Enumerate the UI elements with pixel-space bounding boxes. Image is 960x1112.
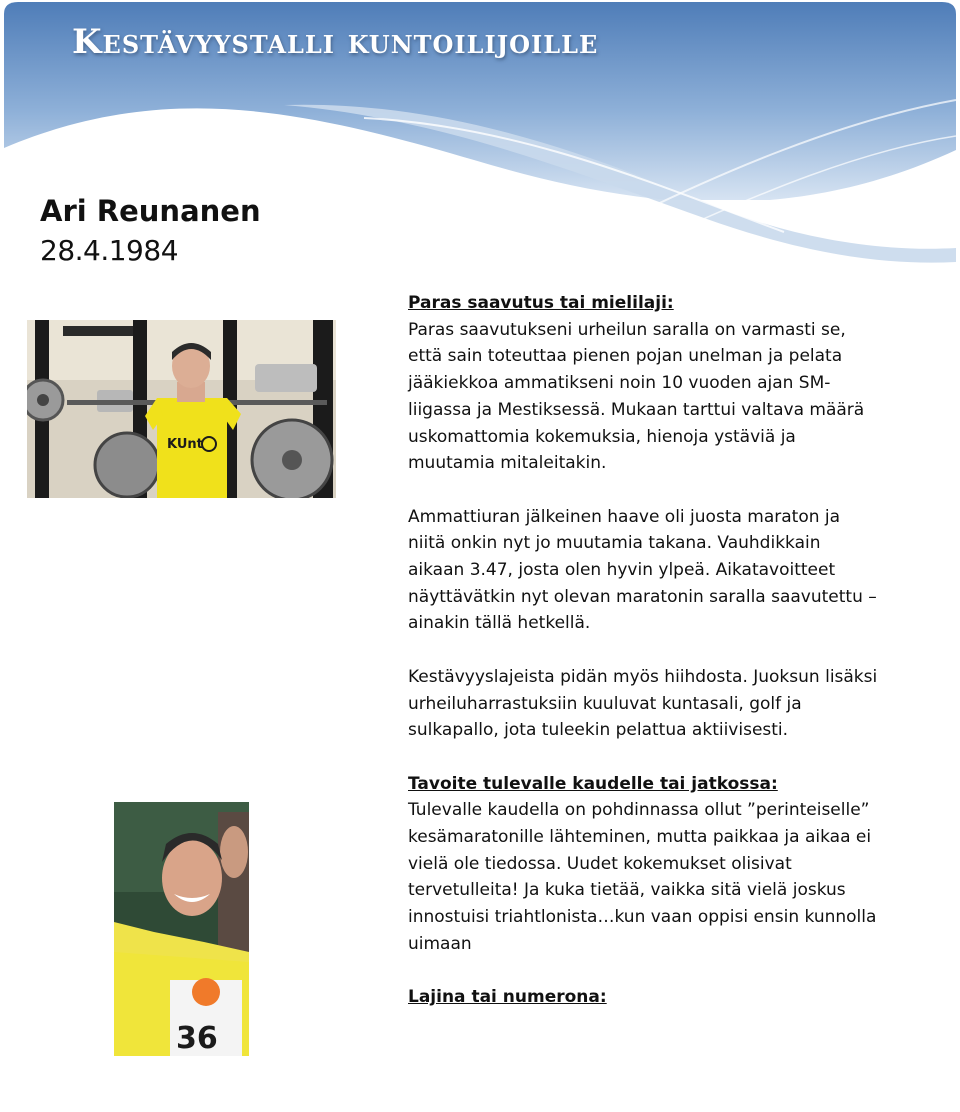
best-achievement-paragraph-1: Paras saavutukseni urheilun saralla on varmasti se, että sain toteuttaa pienen pojan unelman ja pelata jääkiekkoa ammatikseni noin 10 vuoden ajan SM-liigassa ja Mestiksessä. Mukaan tarttui valtava määrä uskomattomia kokemuksia, hienoja ystäviä ja muutamia mitaleitakin. [408,319,865,474]
gym-photo [27,320,336,498]
selfie-photo [114,802,249,1056]
as-numbers-heading: Lajina tai numerona: [408,987,607,1008]
best-achievement-heading: Paras saavutus tai mielilaji: [408,293,674,313]
birth-date: 28.4.1984 [40,234,179,267]
goal-paragraph: Tulevalle kaudella on pohdinnassa ollut ”perinteiselle” kesämaratonille lähteminen, mutta paikkaa ja aikaa ei vielä ole tiedossa. Uudet kokemukset olisivat tervetulleita! Ja kuka tietää, vaikka sitä vielä joskus innostuisi triahtlonista…kun vaan oppisi ensin kunnolla uimaan [408,800,877,954]
svg-text:KUnt: KUnt [167,437,203,452]
profile-text-column [408,290,878,1011]
best-achievement-paragraph-2: Ammattiuran jälkeinen haave oli juosta maraton ja niitä onkin nyt jo muutamia takana. Vauhdikkain aikaan 3.47, josta olen hyvin ylpeä. Aikatavoitteet näyttävätkin nyt olevan maratonin saralla saavutettu – ainakin tällä hetkellä. [408,506,877,634]
best-achievement-paragraph-3: Kestävyyslajeista pidän myös hiihdosta. Juoksun lisäksi urheiluharrastuksiin kuuluvat kuntasali, golf ja sulkapallo, jota tuleekin pelattua aktiivisesti. [408,666,878,741]
goal-heading: Tavoite tulevalle kaudelle tai jatkossa: [408,773,778,794]
profile-name: Ari Reunanen [40,194,261,228]
svg-text:36: 36 [176,1021,218,1056]
site-title: Kestävyystalli kuntoilijoille [72,22,599,62]
